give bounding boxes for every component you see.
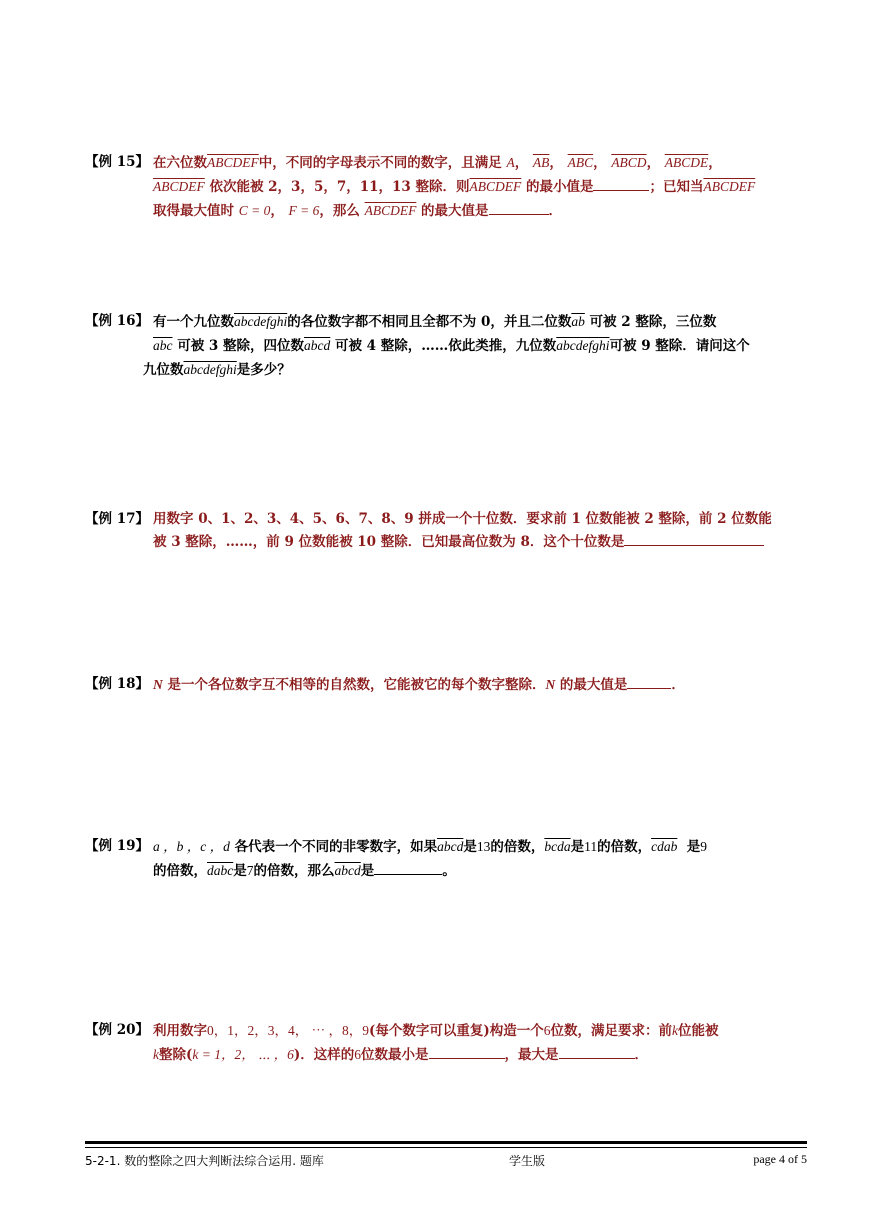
math-number: $\overline{ABC}$ <box>567 155 594 170</box>
answer-blank[interactable] <box>627 674 671 689</box>
footer-page-number: page 4 of 5 <box>753 1152 807 1166</box>
answer-blank[interactable] <box>593 176 649 191</box>
problem-text: 可被 3 整除，四位数 <box>177 338 304 354</box>
problem-label: 【例 15】 <box>85 154 149 170</box>
math-variable: N <box>545 677 556 692</box>
math-number: abcd <box>304 338 331 353</box>
math-number: cdab <box>651 839 678 854</box>
problem-text: 依次能被 2，3，5，7，11，13 整除．则 <box>209 179 470 195</box>
math-number: $\overline{abc}$ <box>153 338 173 353</box>
answer-blank[interactable] <box>374 860 442 875</box>
math-constant: 13 <box>476 839 491 854</box>
problem-label: 【例 18】 <box>85 676 149 692</box>
math-number: ABCDEF <box>153 179 205 194</box>
math-constant: 6 <box>543 1023 551 1038</box>
separator: ， <box>646 155 661 171</box>
answer-blank[interactable] <box>624 531 764 546</box>
problem-text: 有一个九位数 <box>153 314 234 330</box>
problem-text: 是 <box>570 839 585 855</box>
math-constant: 7 <box>246 863 254 878</box>
math-number: abcdefghi <box>234 314 288 329</box>
problem-text: 各代表一个不同的非零数字，如果 <box>234 839 438 855</box>
separator: ， <box>708 155 722 171</box>
problem-text: 是多少？ <box>236 362 291 378</box>
footer-left: 5-2-1. 数的整除之四大判断法综合运用. 题库 <box>85 1154 324 1168</box>
answer-blank-min[interactable] <box>429 1044 505 1059</box>
problem-15 <box>85 151 807 223</box>
footer-center: 学生版 <box>509 1154 546 1168</box>
separator: ， <box>549 155 563 171</box>
problem-text: 位数最小是 <box>361 1047 429 1063</box>
math-number: ABCDEF <box>364 203 417 218</box>
problem-text: ，那么 <box>319 203 360 219</box>
footer-rule-thin <box>85 1147 807 1148</box>
math-variable: k <box>153 1047 159 1062</box>
math-variable: k <box>672 1023 679 1038</box>
math-variable: A <box>506 155 515 170</box>
problem-text: 可被 9 整除．请问这个 <box>609 338 750 354</box>
answer-blank-max[interactable] <box>559 1044 635 1059</box>
problem-text: 在六位数 <box>153 155 207 171</box>
problem-text: 可被 4 整除，……依此类推，九位数 <box>334 338 557 354</box>
problem-text: 。 <box>442 863 456 879</box>
math-constant: 9 <box>700 839 707 854</box>
problem-text: 位能被 <box>678 1023 719 1039</box>
problem-text: 是 <box>360 863 375 879</box>
problem-text: 的倍数，那么 <box>253 863 335 879</box>
math-number: $\overline{AB}$ <box>532 155 550 170</box>
problem-text: 利用数字 <box>153 1023 207 1039</box>
problem-text: ，最大是 <box>504 1047 559 1063</box>
problem-text: 整除( <box>159 1047 193 1063</box>
math-number: ABCDEF <box>207 155 259 170</box>
problem-text: 是一个各位数字互不相等的自然数，它能被它的每个数字整除． <box>167 677 546 693</box>
problem-text: 位数，满足要求：前 <box>550 1023 673 1039</box>
problem-18 <box>85 673 807 697</box>
problem-text: 是 <box>233 863 247 879</box>
math-condition: k = 1，2， ⋯ ，6 <box>192 1047 294 1062</box>
math-digits: 0，1，2，3，4， ⋯ ，8，9 <box>207 1023 369 1038</box>
answer-blank[interactable] <box>489 200 549 215</box>
math-condition: C = 0 <box>238 203 271 218</box>
problem-text: 的最大值是 <box>421 203 489 219</box>
problem-text: ． <box>548 203 563 219</box>
math-number: ABCD <box>611 155 647 170</box>
problem-text: 九位数 <box>143 362 184 378</box>
problem-text: ． <box>671 677 685 693</box>
problem-text: ；已知当 <box>649 179 704 195</box>
problem-text: 是 <box>463 839 477 855</box>
math-variables: a ，b ，c ，d <box>153 839 230 854</box>
problem-text: 被 3 整除，……，前 9 位数能被 10 整除．已知最高位数为 8．这个十位数是 <box>153 534 625 550</box>
math-number: abcd <box>334 863 361 878</box>
problem-text: 的最小值是 <box>525 179 594 195</box>
math-variable: N <box>153 677 163 692</box>
math-number: bcda <box>544 839 571 854</box>
math-constant: 6 <box>354 1047 362 1062</box>
math-number: ABCDEF <box>469 179 522 194</box>
problem-text: 可被 2 整除，三位数 <box>589 314 717 330</box>
problem-text: 是 <box>686 839 701 855</box>
problem-label: 【例 20】 <box>85 1022 149 1038</box>
problem-text: )．这样的 <box>293 1047 355 1063</box>
problem-text: 的倍数， <box>490 839 545 855</box>
problem-text: 的最大值是 <box>559 677 628 693</box>
problem-17 <box>85 508 807 554</box>
problem-label: 【例 19】 <box>85 838 149 854</box>
separator: ， <box>514 155 529 171</box>
problem-label: 【例 17】 <box>85 511 149 527</box>
separator: ， <box>593 155 607 171</box>
problem-text: (每个数字可以重复)构造一个 <box>369 1023 544 1039</box>
math-constant: 11 <box>584 839 598 854</box>
footer-rule-thick <box>85 1141 807 1144</box>
math-number: ABCDE <box>664 155 709 170</box>
math-number: abcdefghi <box>183 362 237 377</box>
problem-text: ． <box>634 1047 649 1063</box>
math-number: dabc <box>207 863 234 878</box>
problem-text: 中，不同的字母表示不同的数字，且满足 <box>258 155 502 171</box>
math-number: ABCDEF <box>703 179 756 194</box>
problem-text: 的倍数， <box>153 863 207 879</box>
problem-text: 的倍数， <box>597 839 652 855</box>
problem-label: 【例 16】 <box>85 313 149 329</box>
math-number: abcd <box>437 839 464 854</box>
problem-20 <box>85 1019 807 1067</box>
math-number: $\overline{ab}$ <box>571 314 585 329</box>
math-number: abcdefghi <box>556 338 610 353</box>
problem-text: 取得最大值时 <box>153 203 234 219</box>
problem-16 <box>85 310 807 382</box>
problem-text: 用数字 0、1、2、3、4、5、6、7、8、9 拼成一个十位数．要求前 1 位数能被 2 整除，前 2 位数能 <box>153 511 772 527</box>
problem-text: 的各位数字都不相同且全都不为 0，并且二位数 <box>287 314 572 330</box>
separator: ， <box>270 203 284 219</box>
math-condition: F = 6 <box>288 203 320 218</box>
problem-19 <box>85 835 807 883</box>
